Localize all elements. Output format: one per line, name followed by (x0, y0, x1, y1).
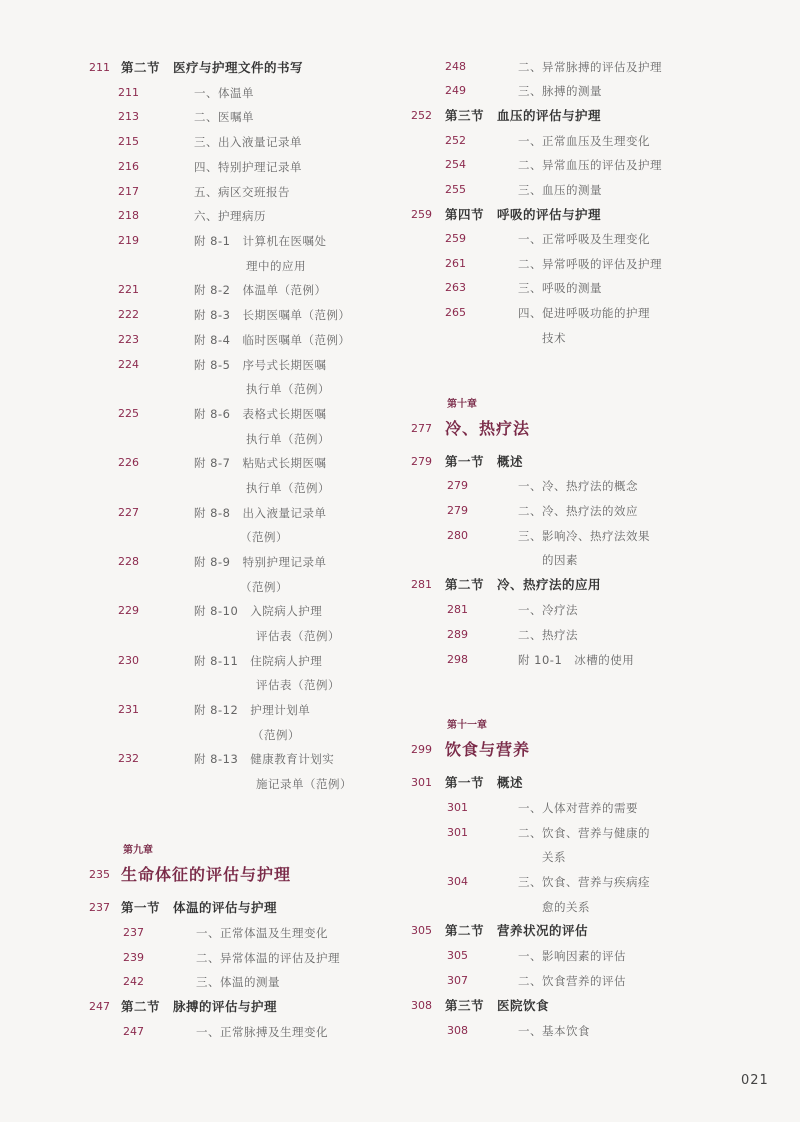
page-ref: 225 (118, 407, 139, 420)
section-title: 第二节 医疗与护理文件的书写 (121, 60, 304, 75)
item-text: 施记录单（范例） (256, 777, 352, 791)
item-text: 附 8-1 计算机在医嘱处 (194, 234, 327, 248)
chapter-label: 第九章 (123, 845, 153, 856)
page-ref: 252 (411, 109, 432, 122)
item-text: 一、人体对营养的需要 (518, 801, 638, 815)
page-ref: 265 (445, 306, 466, 319)
item-text: 五、病区交班报告 (194, 185, 290, 199)
item-text: （范例） (252, 728, 300, 742)
item-text: 一、正常呼吸及生理变化 (518, 232, 650, 246)
page-ref: 299 (411, 743, 432, 756)
page-ref: 213 (118, 110, 139, 123)
page-ref: 281 (447, 603, 468, 616)
item-text: 一、冷、热疗法的概念 (518, 479, 638, 493)
page-ref: 279 (447, 504, 468, 517)
item-text: 附 8-4 临时医嘱单（范例） (194, 333, 351, 347)
page-ref: 237 (89, 901, 110, 914)
page-ref: 211 (89, 61, 110, 74)
item-text: 一、冷疗法 (518, 603, 578, 617)
item-text: 三、呼吸的测量 (518, 281, 602, 295)
item-text: 执行单（范例） (246, 432, 330, 446)
page-ref: 308 (447, 1024, 468, 1037)
page-ref: 261 (445, 257, 466, 270)
item-text: 评估表（范例） (256, 678, 340, 692)
item-text: 愈的关系 (542, 900, 590, 914)
item-text: 三、饮食、营养与疾病痊 (518, 875, 650, 889)
item-text: 理中的应用 (246, 259, 306, 273)
chapter-title: 生命体征的评估与护理 (121, 865, 292, 884)
item-text: 二、异常脉搏的评估及护理 (518, 60, 662, 74)
page-ref: 247 (123, 1025, 144, 1038)
item-text: 一、正常体温及生理变化 (196, 926, 328, 940)
item-text: 关系 (542, 850, 566, 864)
page-ref: 248 (445, 60, 466, 73)
page-ref: 280 (447, 529, 468, 542)
page-ref: 277 (411, 422, 432, 435)
item-text: 三、出入液量记录单 (194, 135, 302, 149)
item-text: 附 8-3 长期医嘱单（范例） (194, 308, 351, 322)
item-text: 的因素 (542, 553, 578, 567)
item-text: 二、医嘱单 (194, 110, 254, 124)
page-ref: 281 (411, 578, 432, 591)
item-text: （范例） (240, 580, 288, 594)
page-ref: 239 (123, 951, 144, 964)
item-text: 附 8-9 特别护理记录单 (194, 555, 327, 569)
page-ref: 255 (445, 183, 466, 196)
item-text: 附 8-5 序号式长期医嘱 (194, 358, 327, 372)
page-ref: 242 (123, 975, 144, 988)
item-text: 三、体温的测量 (196, 975, 280, 989)
item-text: 附 8-6 表格式长期医嘱 (194, 407, 327, 421)
page-ref: 230 (118, 654, 139, 667)
item-text: 附 8-12 护理计划单 (194, 703, 311, 717)
item-text: 一、正常血压及生理变化 (518, 134, 650, 148)
item-text: 一、正常脉搏及生理变化 (196, 1025, 328, 1039)
item-text: 评估表（范例） (256, 629, 340, 643)
page-ref: 211 (118, 86, 139, 99)
item-text: 一、影响因素的评估 (518, 949, 626, 963)
page-ref: 298 (447, 653, 468, 666)
section-title: 第二节 冷、热疗法的应用 (445, 577, 602, 592)
page-ref: 307 (447, 974, 468, 987)
page-ref: 254 (445, 158, 466, 171)
page-ref: 221 (118, 283, 139, 296)
page-ref: 301 (447, 826, 468, 839)
page-ref: 252 (445, 134, 466, 147)
chapter-title: 冷、热疗法 (445, 419, 531, 438)
page-ref: 228 (118, 555, 139, 568)
page-ref: 224 (118, 358, 139, 371)
page-ref: 229 (118, 604, 139, 617)
page-ref: 218 (118, 209, 139, 222)
item-text: 附 8-8 出入液量记录单 (194, 506, 327, 520)
page-ref: 279 (447, 479, 468, 492)
item-text: 一、基本饮食 (518, 1024, 590, 1038)
item-text: 三、影响冷、热疗法效果 (518, 529, 650, 543)
item-text: 附 8-2 体温单（范例） (194, 283, 327, 297)
page-ref: 259 (445, 232, 466, 245)
page-ref: 301 (411, 776, 432, 789)
page-ref: 308 (411, 999, 432, 1012)
item-text: 三、血压的测量 (518, 183, 602, 197)
item-text: 二、异常体温的评估及护理 (196, 951, 340, 965)
item-text: 二、冷、热疗法的效应 (518, 504, 638, 518)
section-title: 第一节 概述 (445, 775, 524, 790)
item-text: 附 8-10 入院病人护理 (194, 604, 323, 618)
item-text: 执行单（范例） (246, 382, 330, 396)
section-title: 第三节 医院饮食 (445, 998, 550, 1013)
page-ref: 231 (118, 703, 139, 716)
page-ref: 232 (118, 752, 139, 765)
chapter-label: 第十一章 (447, 720, 487, 731)
page-ref: 301 (447, 801, 468, 814)
page-ref: 217 (118, 185, 139, 198)
page-ref: 305 (411, 924, 432, 937)
page-ref: 237 (123, 926, 144, 939)
item-text: 附 8-7 粘贴式长期医嘱 (194, 456, 327, 470)
page-ref: 247 (89, 1000, 110, 1013)
chapter-label: 第十章 (447, 399, 477, 410)
page-ref: 304 (447, 875, 468, 888)
page-ref: 215 (118, 135, 139, 148)
page-ref: 223 (118, 333, 139, 346)
item-text: 二、饮食、营养与健康的 (518, 826, 650, 840)
item-text: 二、异常血压的评估及护理 (518, 158, 662, 172)
item-text: 二、异常呼吸的评估及护理 (518, 257, 662, 271)
page-ref: 227 (118, 506, 139, 519)
page-ref: 263 (445, 281, 466, 294)
item-text: （范例） (240, 530, 288, 544)
page-ref: 305 (447, 949, 468, 962)
item-text: 附 8-11 住院病人护理 (194, 654, 323, 668)
section-title: 第一节 概述 (445, 454, 524, 469)
page-ref: 235 (89, 868, 110, 881)
page-ref: 219 (118, 234, 139, 247)
section-title: 第四节 呼吸的评估与护理 (445, 207, 602, 222)
section-title: 第三节 血压的评估与护理 (445, 108, 602, 123)
page-ref: 249 (445, 84, 466, 97)
item-text: 技术 (542, 331, 566, 345)
chapter-title: 饮食与营养 (445, 740, 531, 759)
page-ref: 279 (411, 455, 432, 468)
item-text: 六、护理病历 (194, 209, 266, 223)
item-text: 二、热疗法 (518, 628, 578, 642)
item-text: 一、体温单 (194, 86, 254, 100)
item-text: 二、饮食营养的评估 (518, 974, 626, 988)
item-text: 三、脉搏的测量 (518, 84, 602, 98)
item-text: 四、特别护理记录单 (194, 160, 302, 174)
page-ref: 289 (447, 628, 468, 641)
page-ref: 222 (118, 308, 139, 321)
item-text: 四、促进呼吸功能的护理 (518, 306, 650, 320)
section-title: 第二节 脉搏的评估与护理 (121, 999, 278, 1014)
page-ref: 259 (411, 208, 432, 221)
page-number: 021 (741, 1073, 769, 1088)
section-title: 第一节 体温的评估与护理 (121, 900, 278, 915)
item-text: 附 10-1 冰槽的使用 (518, 653, 635, 667)
item-text: 附 8-13 健康教育计划实 (194, 752, 335, 766)
section-title: 第二节 营养状况的评估 (445, 923, 589, 938)
page-ref: 216 (118, 160, 139, 173)
item-text: 执行单（范例） (246, 481, 330, 495)
page-ref: 226 (118, 456, 139, 469)
